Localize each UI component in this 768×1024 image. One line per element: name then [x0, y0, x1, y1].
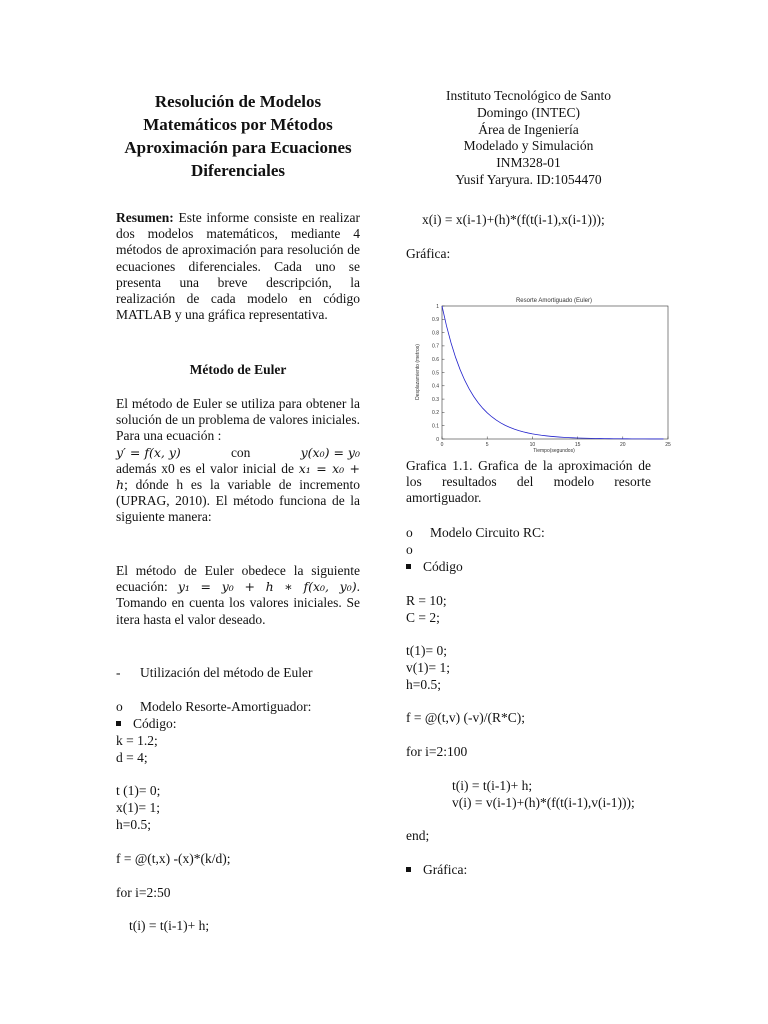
y-tick-label: 0.5 [432, 370, 439, 377]
list-item-model2 [406, 525, 545, 541]
y-tick-label: 0.8 [432, 330, 439, 337]
circle-bullet: o [406, 542, 413, 557]
abstract [116, 210, 360, 323]
list-item-code-label [116, 716, 177, 732]
figure-caption: Grafica 1.1. Grafica de la aproximación de los resultados del modelo resorte amortiguador. [406, 458, 651, 506]
dash-bullet: - [116, 665, 121, 680]
affil-line: Yusif Yaryura. ID:1054470 [455, 171, 602, 187]
code-label-text: Código: [133, 716, 177, 731]
equation-euler: y₁ = y₀ + h ∗ f(x₀, y₀) [177, 579, 357, 595]
list-item-grafica-2 [406, 862, 467, 878]
code-line-f: f = @(t,x) -(x)*(k/d); [116, 851, 231, 866]
circle-bullet: o [406, 525, 413, 540]
y-tick-label: 0.4 [432, 383, 439, 390]
euler-paragraph-1 [116, 396, 360, 526]
section-heading-euler: Método de Euler [189, 362, 287, 377]
plot-area-frame [442, 306, 668, 439]
series-line [442, 306, 663, 439]
code-line-d: d = 4; [116, 750, 148, 765]
x-tick-label: 20 [620, 442, 626, 448]
x-axis-ticks [441, 437, 671, 449]
x-tick-label: 0 [440, 442, 444, 448]
model2-text: Modelo Circuito RC: [430, 525, 545, 540]
x-tick-label: 25 [665, 442, 671, 448]
paper-title: Resolución de Modelos Matemáticos por Métodos Aproximación para Ecuaciones Diferenciales [124, 92, 352, 180]
x-axis-label: Tiempo(segundos) [533, 448, 575, 454]
y-tick-label: 0.3 [432, 396, 439, 403]
para2-text-a: El método de Euler obedece la siguiente ecuación: [116, 563, 360, 595]
code-line-C: C = 2; [406, 610, 440, 625]
code-line-for: for i=2:100 [406, 744, 468, 759]
code-line-t1: t (1)= 0; [116, 783, 161, 798]
abstract-text: Este informe consiste en realizar dos modelos matemáticos, mediante 4 métodos de aproximación para resolución de ecuaciones diferenciales. Cada uno se presenta una breve descripción, la realización de cada modelo en código MATLAB y una gráfica representativa. [116, 210, 360, 323]
code-line-end: end; [406, 828, 430, 843]
affil-line: Domingo (INTEC) [476, 104, 581, 120]
square-bullet-icon [406, 564, 411, 569]
para1-con: con [230, 444, 251, 460]
y-tick-label: 0.6 [432, 357, 439, 363]
code-line-t1: t(1)= 0; [406, 643, 447, 658]
y-axis-ticks [432, 304, 444, 443]
affiliation-block [406, 88, 651, 189]
equation-initial: y(x₀) = y₀ [300, 444, 360, 460]
grafica-label: Gráfica: [406, 246, 451, 261]
y-tick-label: 0.7 [432, 343, 439, 350]
code-label-text: Código [423, 559, 463, 574]
y-tick-label: 1 [436, 303, 439, 310]
equation-row [116, 445, 360, 461]
para2-text-b: . Tomando en cuenta los valores iniciales. Se itera hasta el valor deseado. [116, 579, 360, 627]
x-tick-label: 5 [485, 442, 489, 448]
circle-bullet: o [116, 699, 123, 714]
code-line-x1: x(1)= 1; [116, 800, 160, 815]
code-line-xi: x(i) = x(i-1)+(h)*(f(t(i-1),x(i-1))); [422, 212, 605, 227]
abstract-label: Resumen: [116, 210, 174, 225]
code-line-h: h=0.5; [116, 817, 151, 832]
code-line-ti: t(i) = t(i-1)+ h; [129, 918, 210, 933]
para1-text-c: ; dónde h es la variable de incremento (UPRAG, 2010). El método funciona de la siguiente manera: [116, 477, 360, 525]
y-tick-label: 0.9 [432, 317, 439, 324]
list-item-utilizacion [116, 665, 312, 681]
list-item-code-label-2 [406, 559, 463, 575]
utilizacion-text: Utilización del método de Euler [140, 665, 313, 680]
square-bullet-icon [406, 867, 411, 872]
equation-ode: y′ = f(x, y) [116, 444, 181, 460]
code-line-f: f = @(t,v) (-v)/(R*C); [406, 710, 526, 725]
y-tick-label: 0.2 [432, 410, 439, 417]
para1-text-a: El método de Euler se utiliza para obtener la solución de un problema de valores iniciales. Para una ecuación : [116, 396, 360, 444]
code-line-vi: v(i) = v(i-1)+(h)*(f(t(i-1),v(i-1))); [452, 795, 635, 810]
grafica2-text: Gráfica: [423, 862, 468, 877]
chart-title: Resorte Amortiguado (Euler) [515, 298, 593, 304]
code-line-R: R = 10; [406, 593, 447, 608]
list-item-empty [406, 542, 430, 558]
code-line-k: k = 1.2; [116, 733, 158, 748]
code-line-for: for i=2:50 [116, 885, 171, 900]
x-tick-label: 10 [529, 442, 536, 448]
code-line-v1: v(1)= 1; [406, 660, 450, 675]
list-item-model1 [116, 699, 311, 715]
square-bullet-icon [116, 721, 121, 726]
euler-paragraph-2 [116, 563, 360, 628]
affil-line: Modelado y Simulación [463, 138, 594, 154]
code-line-ti: t(i) = t(i-1)+ h; [452, 778, 533, 793]
y-tick-label: 0.1 [432, 423, 439, 430]
affil-line: Instituto Tecnológico de Santo [446, 88, 611, 103]
y-axis-label: Desplazamiento (metros) [415, 344, 421, 400]
affil-line: INM328-01 [496, 155, 561, 171]
x-tick-label: 15 [574, 442, 581, 448]
model1-text: Modelo Resorte-Amortiguador: [140, 699, 312, 714]
y-tick-label: 0 [436, 436, 439, 443]
para1-text-b: además x0 es el valor inicial de [116, 460, 294, 476]
code-line-h: h=0.5; [406, 677, 441, 692]
affil-line: Área de Ingeniería [478, 121, 579, 137]
line-chart [406, 292, 674, 456]
equation-x1: x₁ = x₀ + h [116, 460, 360, 493]
